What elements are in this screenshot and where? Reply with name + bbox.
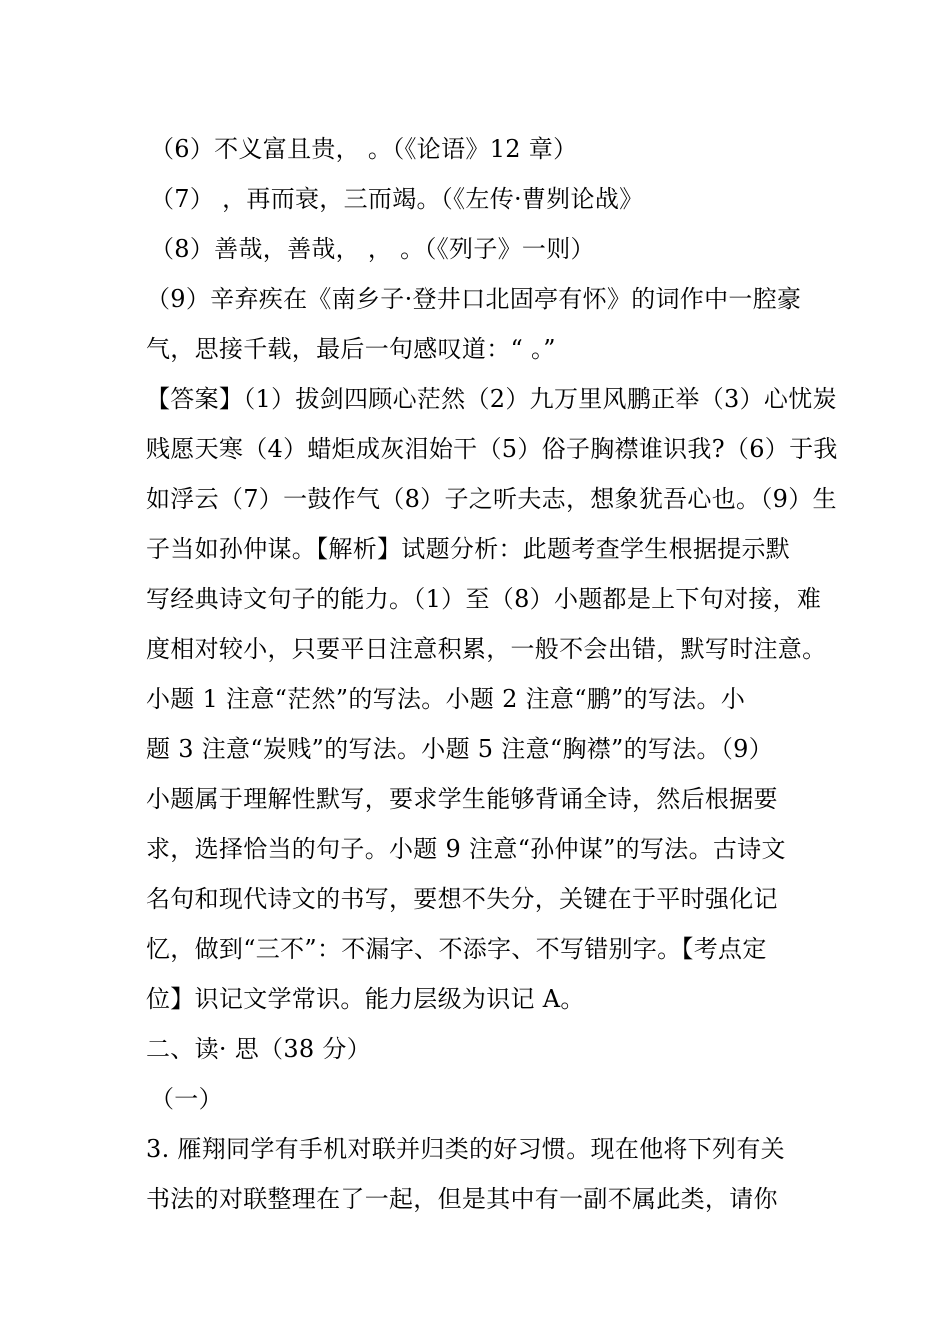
text-line-7: （7） ，再而衰，三而竭。（《左传·曹刿论战》 [150,185,644,213]
text-line-6: （6）不义富且贵， 。（《论语》12 章） [150,135,578,163]
question-line: 书法的对联整理在了一起，但是其中有一副不属此类，请你 [146,1185,778,1213]
analysis-line: 小题 1 注意“茫然”的写法。小题 2 注意“鹏”的写法。小 [146,685,746,713]
analysis-line: 写经典诗文句子的能力。（1）至（8）小题都是上下句对接，难 [146,585,822,613]
text-line: 气，思接千载，最后一句感叹道：“ 。” [146,335,556,363]
section-heading: 二、读· 思（38 分） [146,1035,372,1063]
answer-line: 如浮云（7）一鼓作气（8）子之听夫志，想象犹吾心也。（9）生 [146,485,837,513]
answer-line: 【答案】（1）拔剑四顾心茫然（2）九万里风鹏正举（3）心忧炭 [146,385,837,413]
analysis-line: 小题属于理解性默写，要求学生能够背诵全诗，然后根据要 [146,785,778,813]
subsection-heading: （一） [150,1085,223,1113]
question-line: 3. 雁翔同学有手机对联并归类的好习惯。现在他将下列有关 [146,1135,785,1163]
text-line-8: （8）善哉，善哉， ， 。（《列子》一则） [150,235,595,263]
exam-point-line: 位】识记文学常识。能力层级为识记 A。 [146,985,585,1013]
answer-line: 贱愿天寒（4）蜡炬成灰泪始干（5）俗子胸襟谁识我?（6）于我 [146,435,838,463]
analysis-line: 子当如孙仲谋。【解析】试题分析：此题考查学生根据提示默 [146,535,791,563]
analysis-line: 求，选择恰当的句子。小题 9 注意“孙仲谋”的写法。古诗文 [146,835,786,863]
text-line-9: （9）辛弃疾在《南乡子·登井口北固亭有怀》的词作中一腔豪 [146,285,802,313]
analysis-line: 名句和现代诗文的书写，要想不失分，关键在于平时强化记 [146,885,778,913]
analysis-line: 题 3 注意“炭贱”的写法。小题 5 注意“胸襟”的写法。（9） [146,735,774,763]
analysis-line: 忆，做到“三不”：不漏字、不添字、不写错别字。【考点定 [146,935,767,963]
analysis-line: 度相对较小，只要平日注意积累，一般不会出错，默写时注意。 [146,635,827,663]
